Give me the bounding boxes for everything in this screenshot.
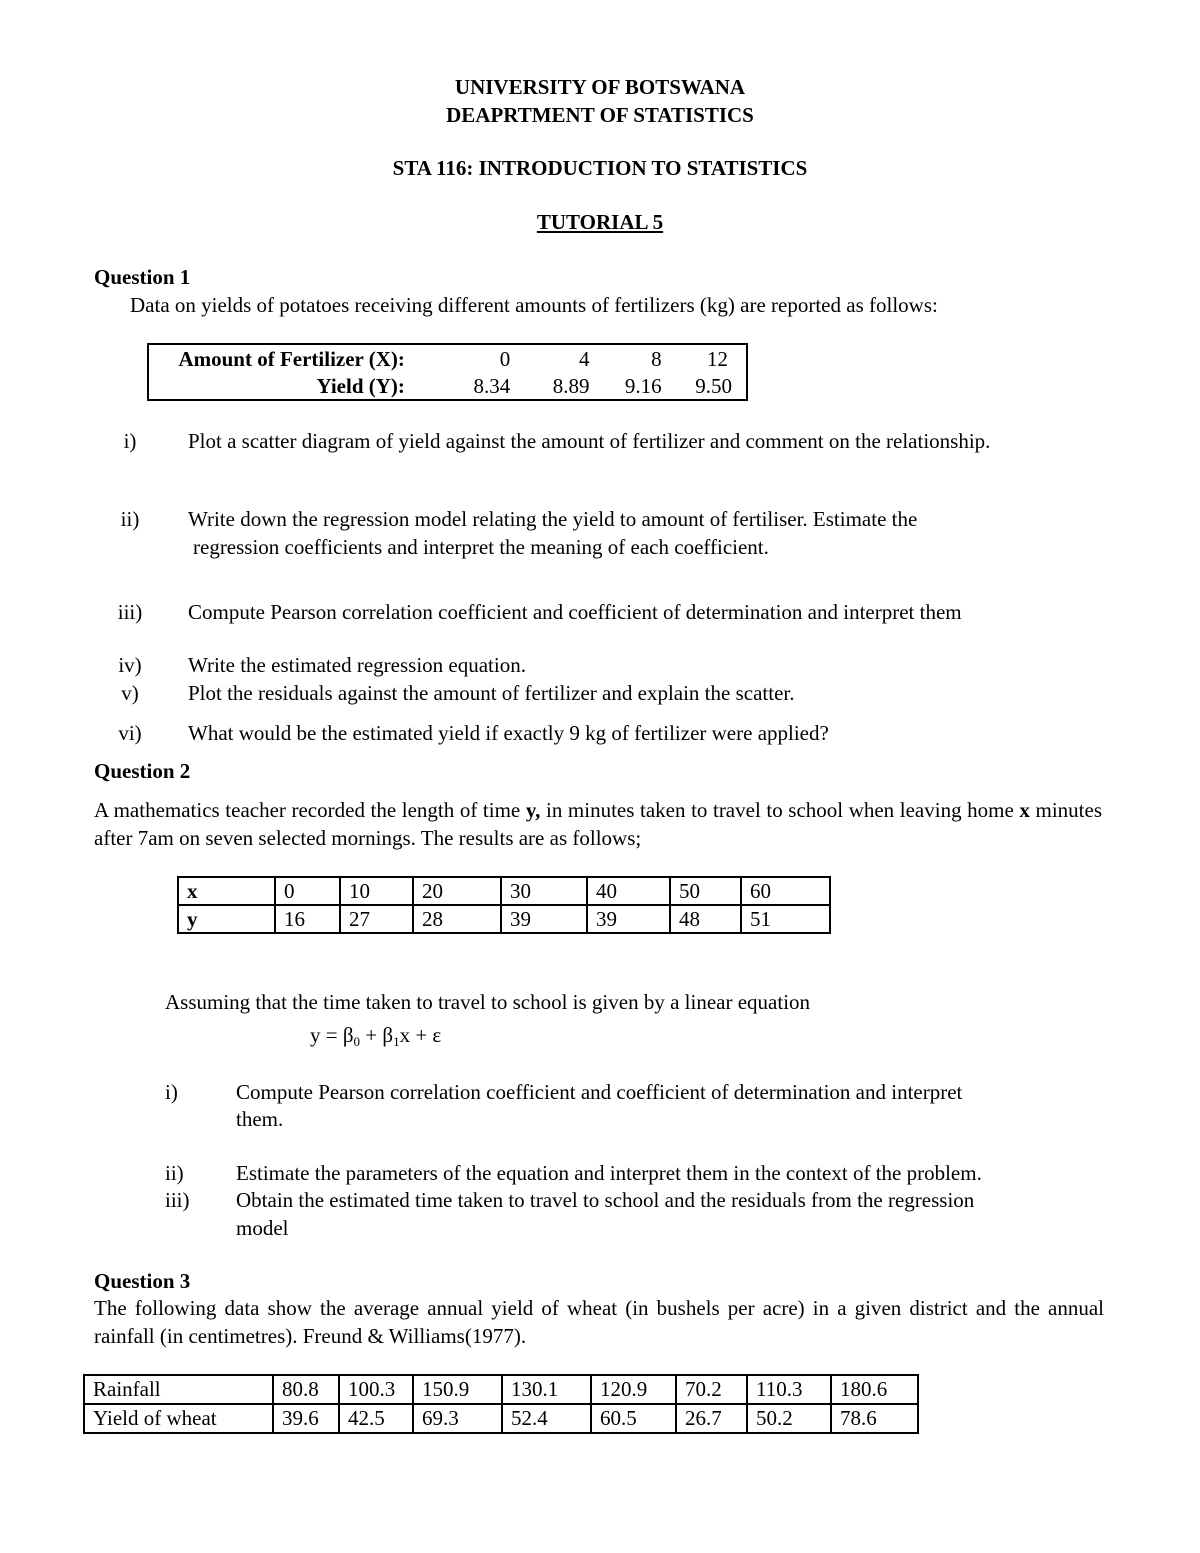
q1-title: Question 1 — [94, 265, 191, 289]
q2-intro-x: x — [1019, 798, 1030, 822]
q2-assumption: Assuming that the time taken to travel to school is given by a linear equation — [165, 990, 811, 1014]
eq-sub0: 0 — [353, 1034, 361, 1049]
q1-item-text: Write the estimated regression equation. — [188, 653, 526, 677]
q2-item-text: Estimate the parameters of the equation and interpret them in the context of the problem. — [236, 1161, 982, 1185]
wheat-row — [84, 1404, 918, 1433]
table-cell: 27 — [340, 905, 413, 933]
eq-sub1: 1 — [393, 1034, 400, 1049]
rainfall-row — [84, 1375, 918, 1404]
eq-lhs: y = β — [310, 1023, 354, 1047]
table-cell: 16 — [275, 905, 340, 933]
table-cell: 39 — [501, 905, 587, 933]
table-cell: 100.3 — [339, 1375, 413, 1404]
q1-item-num: i) — [123, 429, 137, 453]
table-cell: 20 — [413, 877, 501, 905]
table-cell: 0 — [499, 346, 511, 371]
q2-item-text-cont: model — [236, 1216, 289, 1240]
q2-title: Question 2 — [94, 759, 191, 783]
table-cell: 39.6 — [273, 1404, 339, 1433]
table-cell: 69.3 — [413, 1404, 502, 1433]
q1-item-num: ii) — [120, 507, 140, 531]
table-cell: 26.7 — [676, 1404, 747, 1433]
table-cell: 4 — [578, 346, 590, 371]
q2-item-num: iii) — [165, 1188, 190, 1212]
rainfall-label: Rainfall — [84, 1375, 273, 1404]
course-title: STA 116: INTRODUCTION TO STATISTICS — [392, 156, 808, 180]
table-cell: 28 — [413, 905, 501, 933]
y-label: y — [178, 905, 275, 933]
travel-row-y — [178, 905, 830, 933]
table-cell: 52.4 — [502, 1404, 591, 1433]
table-cell: 180.6 — [831, 1375, 918, 1404]
q2-item-num: i) — [165, 1080, 178, 1104]
q2-intro-b: in minutes taken to travel to school when leaving home — [540, 798, 1020, 822]
q2-item-text: Compute Pearson correlation coefficient and coefficient of determination and interpret — [236, 1080, 963, 1104]
eq-rhs: x + ε — [399, 1023, 442, 1047]
q2-intro-y: y, — [525, 798, 541, 822]
q1-item-num: vi) — [118, 721, 142, 745]
q2-item-num: ii) — [165, 1161, 184, 1185]
q1-item-text: Plot a scatter diagram of yield against the amount of fertilizer and comment on the relationship. — [188, 429, 991, 453]
table-cell: 110.3 — [747, 1375, 831, 1404]
table-cell: 50.2 — [747, 1404, 831, 1433]
table-cell: 130.1 — [502, 1375, 591, 1404]
q1-item-text: Write down the regression model relating the yield to amount of fertiliser. Estimate the — [188, 507, 918, 531]
table-cell: 0 — [275, 877, 340, 905]
q1-item-num: v) — [121, 681, 139, 705]
tutorial-label: TUTORIAL 5 — [536, 210, 664, 234]
q1-intro: Data on yields of potatoes receiving different amounts of fertilizers (kg) are reported as follows: — [130, 293, 938, 317]
table-cell: 8.89 — [552, 373, 590, 398]
q2-item-text-cont: them. — [236, 1107, 284, 1131]
q2-intro — [94, 796, 1102, 852]
x-label: x — [178, 877, 275, 905]
table-cell: 8 — [651, 346, 662, 371]
table-cell: 60 — [741, 877, 830, 905]
table-cell: 60.5 — [591, 1404, 676, 1433]
table-cell: 50 — [670, 877, 741, 905]
q1-item-num: iii) — [117, 600, 143, 624]
q2-item-text: Obtain the estimated time taken to travel to school and the residuals from the regression — [236, 1188, 975, 1212]
table-cell: 10 — [340, 877, 413, 905]
table-cell: 12 — [707, 346, 728, 371]
tutorial-title — [0, 208, 1200, 236]
travel-row-x — [178, 877, 830, 905]
table-cell: 48 — [670, 905, 741, 933]
yield-label: Yield (Y): — [316, 373, 405, 398]
eq-mid: + β — [360, 1023, 394, 1047]
q3-title: Question 3 — [94, 1269, 191, 1293]
table-cell: 120.9 — [591, 1375, 676, 1404]
table-cell: 51 — [741, 905, 830, 933]
rainfall-wheat-table — [83, 1374, 919, 1434]
fertilizer-label: Amount of Fertilizer (X): — [178, 346, 405, 371]
q1-item-text: Compute Pearson correlation coefficient and coefficient of determination and interpret them — [188, 600, 962, 624]
q2-intro-c: minutes after 7am on seven selected mornings. The results are as follows; — [94, 798, 1102, 850]
fertilizer-row-x — [148, 344, 747, 372]
travel-time-table — [177, 876, 831, 934]
q1-item-text-cont: regression coefficients and interpret the meaning of each coefficient. — [193, 535, 769, 559]
table-cell: 30 — [501, 877, 587, 905]
fertilizer-table — [147, 343, 748, 401]
table-cell: 150.9 — [413, 1375, 502, 1404]
table-cell: 8.34 — [473, 373, 511, 398]
q3-intro: The following data show the average annual yield of wheat (in bushels per acre) in a given district and the annual rainfall (in centimetres). Freund & Williams(1977). — [94, 1296, 1104, 1348]
table-cell: 39 — [587, 905, 670, 933]
department-name: DEAPRTMENT OF STATISTICS — [446, 103, 754, 127]
wheat-label: Yield of wheat — [84, 1404, 273, 1433]
table-cell: 42.5 — [339, 1404, 413, 1433]
table-cell: 9.16 — [624, 373, 662, 398]
q1-item-num: iv) — [118, 653, 142, 677]
table-cell: 80.8 — [273, 1375, 339, 1404]
fertilizer-row-y — [148, 372, 747, 400]
q2-intro-a: A mathematics teacher recorded the length of time — [94, 798, 526, 822]
university-name: UNIVERSITY OF BOTSWANA — [454, 75, 746, 99]
table-cell: 78.6 — [831, 1404, 918, 1433]
table-cell: 40 — [587, 877, 670, 905]
table-cell: 9.50 — [695, 373, 732, 398]
q1-item-text: What would be the estimated yield if exactly 9 kg of fertilizer were applied? — [188, 721, 829, 745]
q1-item-text: Plot the residuals against the amount of fertilizer and explain the scatter. — [188, 681, 795, 705]
table-cell: 70.2 — [676, 1375, 747, 1404]
linear-equation — [310, 1021, 441, 1056]
